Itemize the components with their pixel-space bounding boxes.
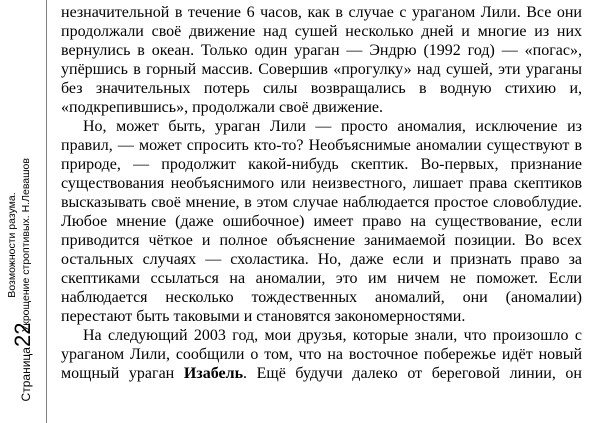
page-number: 22 xyxy=(10,322,35,348)
body-text xyxy=(61,3,582,383)
page-sidebar xyxy=(0,0,47,423)
book-title-line-2: Укрощение строптивых. Н.Левашов xyxy=(20,158,32,332)
paragraph-2: Но, может быть, ураган Лили — просто аномалия, исключение из правил, — может спросить кто-то? Необъяснимые аномалии существуют в природе, — продолжит какой-нибудь скептик. Во-первых, признание существования необъяснимого или неизвестного, лишает права скептиков высказывать своё мнение, в этом случае наблюдается простое словоблудие. Любое мнение (даже ошибочное) имеет право на существование, если приводится чёткое и полное объяснение занимаемой позиции. Во всех остальных случаях — схоластика. Но, даже если и признать право за скептиками ссылаться на аномалии, это им ничем не поможет. Если наблюдается несколько тождественных аномалий, они (аномалии) перестают быть таковыми и становятся закономерностями. xyxy=(61,118,582,325)
sidebar-divider xyxy=(46,0,47,423)
paragraph-3-text-start: На следующий 2003 год, мои друзья, которые знали, что произошло с ураганом Лили, сообщили о том, что на восточное побережье идёт новый мощный ураган xyxy=(61,327,582,382)
paragraph-3-text-end: . Ещё будучи далеко от береговой линии, он xyxy=(243,365,582,382)
paragraph-3 xyxy=(61,326,582,383)
page-label: Страница xyxy=(19,347,33,402)
paragraph-1: незначительной в течение 6 часов, как в случае с ураганом Лили. Все они продолжали своё движение над сушей несколько дней и многие из них вернулись в океан. Только один ураган — Эндрю (1992 год) — «погас», упёршись в горный массив. Совершив «прогулку» над сушей, эти ураганы без значительных потерь силы возвращались в водную стихию и, «подкрепившись», продолжали своё движение. xyxy=(61,4,582,116)
page-number-block xyxy=(5,302,41,422)
book-title-line-1: Возможности разума. xyxy=(6,192,18,298)
hurricane-name: Изабель xyxy=(183,365,244,382)
